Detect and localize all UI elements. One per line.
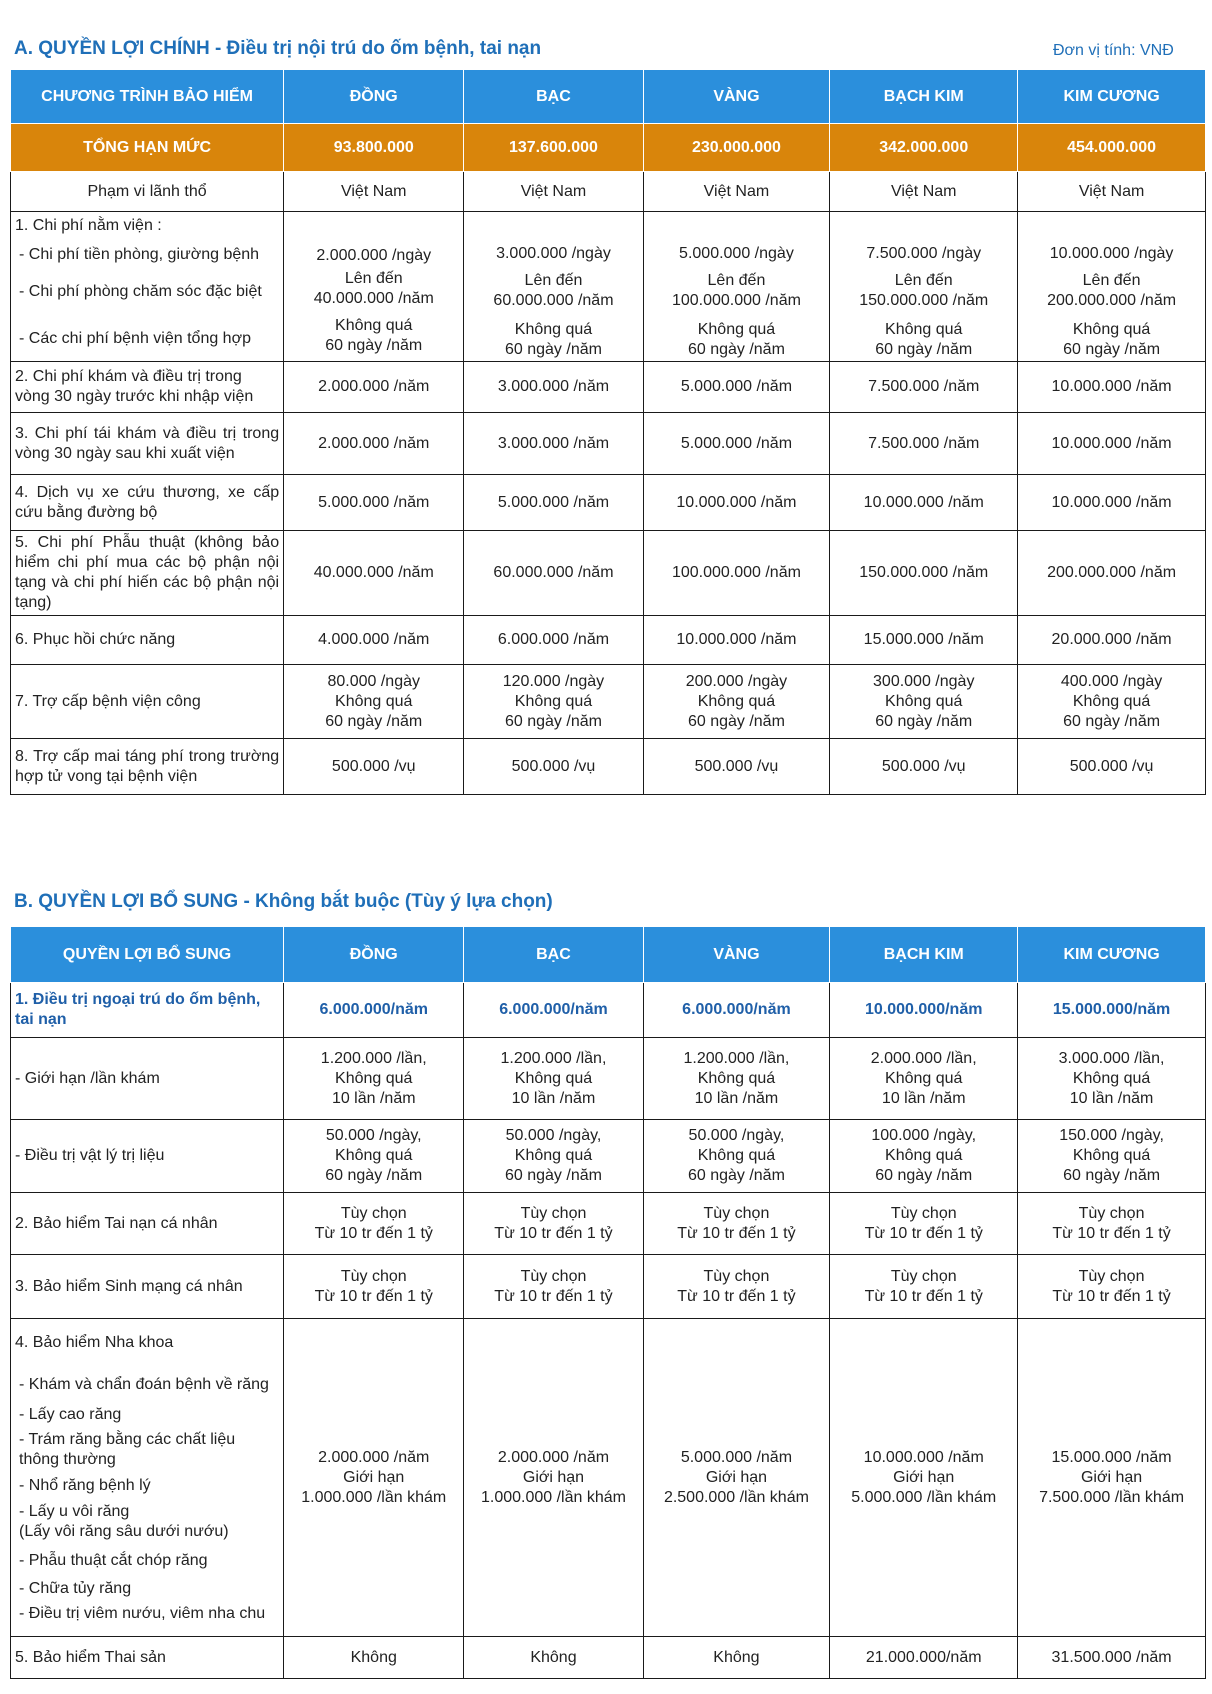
table-row bbox=[11, 739, 1206, 795]
table-cell: 5.000.000 /năm bbox=[464, 475, 643, 531]
row-label: 4. Dịch vụ xe cứu thương, xe cấp cứu bằng đường bộ bbox=[11, 475, 284, 531]
table-cell: Không bbox=[284, 1637, 464, 1679]
table-cell: 50.000 /ngày, Không quá 60 ngày /năm bbox=[464, 1120, 643, 1193]
total-limit-value: 93.800.000 bbox=[284, 124, 464, 172]
table-cell: 1.200.000 /lần, Không quá 10 lần /năm bbox=[284, 1038, 464, 1120]
table-cell: 100.000.000 /năm bbox=[643, 531, 830, 616]
total-limit-row bbox=[11, 124, 1206, 172]
table-cell: 300.000 /ngày Không quá 60 ngày /năm bbox=[830, 665, 1018, 739]
table-cell: 500.000 /vụ bbox=[464, 739, 643, 795]
sub-item: - Chi phí tiền phòng, giường bệnh bbox=[19, 246, 260, 263]
table-cell: 2.000.000 /lần, Không quá 10 lần /năm bbox=[830, 1038, 1018, 1120]
sub-item: - Lấy u vôi răng (Lấy vôi răng sâu dưới nướu) bbox=[19, 1503, 229, 1540]
table-cell: 120.000 /ngày Không quá 60 ngày /năm bbox=[464, 665, 643, 739]
table-cell: 10.000.000 /năm bbox=[643, 616, 830, 665]
table-row bbox=[11, 475, 1206, 531]
table-cell: Việt Nam bbox=[464, 172, 643, 212]
sub-item: - Chi phí phòng chăm sóc đặc biệt bbox=[19, 283, 262, 300]
header-bac: BẠC bbox=[464, 70, 643, 124]
sub-item: - Phẫu thuật cắt chóp răng bbox=[19, 1552, 208, 1569]
header-benefit: QUYỀN LỢI BỔ SUNG bbox=[11, 927, 284, 983]
cell-line: Lên đến 200.000.000 /năm bbox=[1047, 272, 1177, 309]
table-cell: 5.000.000 /năm bbox=[284, 475, 464, 531]
header-dong: ĐỒNG bbox=[284, 927, 464, 983]
cell-line: Không quá 60 ngày /năm bbox=[1063, 321, 1161, 358]
row-label: 3. Chi phí tái khám và điều trị trong vòng 30 ngày sau khi xuất viện bbox=[11, 413, 284, 475]
table-row bbox=[11, 1637, 1206, 1679]
sub-item: - Chữa tủy răng bbox=[19, 1580, 132, 1597]
row-label: 5. Chi phí Phẫu thuật (không bảo hiểm chi phí mua các bộ phận nội tạng và chi phí hiến các bộ phận nội tạng) bbox=[11, 531, 284, 616]
table-cell: 2.000.000 /năm Giới hạn 1.000.000 /lần khám bbox=[284, 1319, 464, 1637]
cell-line: Lên đến 100.000.000 /năm bbox=[671, 272, 801, 309]
table-cell bbox=[464, 212, 643, 362]
table-row bbox=[11, 665, 1206, 739]
row-label: 2. Chi phí khám và điều trị trong vòng 30 ngày trước khi nhập viện bbox=[11, 362, 284, 413]
territory-row bbox=[11, 172, 1206, 212]
table-cell: 31.500.000 /năm bbox=[1018, 1637, 1206, 1679]
table-cell: 5.000.000 /năm bbox=[643, 362, 830, 413]
table-cell: 50.000 /ngày, Không quá 60 ngày /năm bbox=[284, 1120, 464, 1193]
sub-item: - Nhổ răng bệnh lý bbox=[19, 1477, 151, 1494]
row-label: 8. Trợ cấp mai táng phí trong trường hợp tử vong tại bệnh viện bbox=[11, 739, 284, 795]
row-label: 3. Bảo hiểm Sinh mạng cá nhân bbox=[11, 1255, 284, 1319]
total-limit-value: 342.000.000 bbox=[830, 124, 1018, 172]
table-cell bbox=[1018, 212, 1206, 362]
header-bach-kim: BẠCH KIM bbox=[830, 70, 1018, 124]
cell-line: Lên đến 40.000.000 /năm bbox=[313, 270, 434, 307]
table-cell: Tùy chọn Từ 10 tr đến 1 tỷ bbox=[1018, 1255, 1206, 1319]
table-cell: Việt Nam bbox=[830, 172, 1018, 212]
table-cell: 500.000 /vụ bbox=[830, 739, 1018, 795]
header-row bbox=[11, 927, 1206, 983]
table-row bbox=[11, 1193, 1206, 1255]
table-row bbox=[11, 1120, 1206, 1193]
total-limit-value: 454.000.000 bbox=[1018, 124, 1206, 172]
row-title: 4. Bảo hiểm Nha khoa bbox=[15, 1334, 174, 1351]
row-label bbox=[11, 1319, 284, 1637]
header-bach-kim: BẠCH KIM bbox=[830, 927, 1018, 983]
table-cell: 80.000 /ngày Không quá 60 ngày /năm bbox=[284, 665, 464, 739]
cell-line: 2.000.000 /ngày bbox=[316, 247, 432, 264]
supplementary-benefits-table bbox=[10, 926, 1206, 1679]
table-row bbox=[11, 413, 1206, 475]
row-label bbox=[11, 212, 284, 362]
table-cell: 6.000.000 /năm bbox=[464, 616, 643, 665]
table-cell: 5.000.000 /năm bbox=[643, 413, 830, 475]
table-cell: 15.000.000 /năm Giới hạn 7.500.000 /lần khám bbox=[1018, 1319, 1206, 1637]
table-cell: 3.000.000 /lần, Không quá 10 lần /năm bbox=[1018, 1038, 1206, 1120]
cell-line: 7.500.000 /ngày bbox=[866, 245, 982, 262]
header-bac: BẠC bbox=[464, 927, 643, 983]
table-cell: 200.000.000 /năm bbox=[1018, 531, 1206, 616]
table-cell: 400.000 /ngày Không quá 60 ngày /năm bbox=[1018, 665, 1206, 739]
table-cell: 150.000 /ngày, Không quá 60 ngày /năm bbox=[1018, 1120, 1206, 1193]
table-cell: 21.000.000/năm bbox=[830, 1637, 1018, 1679]
table-cell: 500.000 /vụ bbox=[643, 739, 830, 795]
cell-line: 5.000.000 /ngày bbox=[679, 245, 794, 262]
table-cell: 3.000.000 /năm bbox=[464, 362, 643, 413]
table-cell: 10.000.000/năm bbox=[830, 983, 1018, 1038]
row-title: 1. Chi phí nằm viện : bbox=[15, 217, 162, 234]
table-cell: Việt Nam bbox=[643, 172, 830, 212]
table-cell: Tùy chọn Từ 10 tr đến 1 tỷ bbox=[1018, 1193, 1206, 1255]
table-cell: 2.000.000 /năm Giới hạn 1.000.000 /lần khám bbox=[464, 1319, 643, 1637]
table-cell: 4.000.000 /năm bbox=[284, 616, 464, 665]
table-cell: 2.000.000 /năm bbox=[284, 362, 464, 413]
table-cell: Tùy chọn Từ 10 tr đến 1 tỷ bbox=[284, 1193, 464, 1255]
table-cell: Tùy chọn Từ 10 tr đến 1 tỷ bbox=[464, 1255, 643, 1319]
table-row bbox=[11, 212, 1206, 362]
table-cell: 5.000.000 /năm Giới hạn 2.500.000 /lần khám bbox=[643, 1319, 830, 1637]
table-row bbox=[11, 362, 1206, 413]
table-cell: Không bbox=[464, 1637, 643, 1679]
table-cell: Tùy chọn Từ 10 tr đến 1 tỷ bbox=[643, 1193, 830, 1255]
table-cell: 15.000.000 /năm bbox=[830, 616, 1018, 665]
table-cell: 200.000 /ngày Không quá 60 ngày /năm bbox=[643, 665, 830, 739]
table-row bbox=[11, 1255, 1206, 1319]
main-benefits-table bbox=[10, 69, 1206, 795]
table-cell bbox=[643, 212, 830, 362]
table-cell: Tùy chọn Từ 10 tr đến 1 tỷ bbox=[643, 1255, 830, 1319]
table-cell: 1.200.000 /lần, Không quá 10 lần /năm bbox=[464, 1038, 643, 1120]
total-limit-label: TỔNG HẠN MỨC bbox=[11, 124, 284, 172]
header-row bbox=[11, 70, 1206, 124]
cell-line: Lên đến 60.000.000 /năm bbox=[493, 272, 614, 309]
table-cell: 500.000 /vụ bbox=[1018, 739, 1206, 795]
cell-line: Không quá 60 ngày /năm bbox=[325, 317, 423, 354]
unit-label: Đơn vị tính: VNĐ bbox=[1053, 42, 1174, 59]
cell-line: Lên đến 150.000.000 /năm bbox=[859, 272, 989, 309]
table-cell: 7.500.000 /năm bbox=[830, 362, 1018, 413]
table-row bbox=[11, 531, 1206, 616]
cell-line: Không quá 60 ngày /năm bbox=[875, 321, 973, 358]
sub-item: - Khám và chẩn đoán bệnh về răng bbox=[19, 1376, 269, 1393]
cell-line: Không quá 60 ngày /năm bbox=[504, 321, 602, 358]
table-cell: 6.000.000/năm bbox=[643, 983, 830, 1038]
table-row bbox=[11, 1038, 1206, 1120]
header-kim-cuong: KIM CƯƠNG bbox=[1018, 70, 1206, 124]
row-label: 1. Điều trị ngoại trú do ốm bệnh, tai nạn bbox=[11, 983, 284, 1038]
table-cell: 1.200.000 /lần, Không quá 10 lần /năm bbox=[643, 1038, 830, 1120]
table-cell: 15.000.000/năm bbox=[1018, 983, 1206, 1038]
table-cell: Việt Nam bbox=[1018, 172, 1206, 212]
sub-item: - Các chi phí bệnh viện tổng hợp bbox=[19, 330, 251, 347]
table-cell: 500.000 /vụ bbox=[284, 739, 464, 795]
table-cell: Việt Nam bbox=[284, 172, 464, 212]
table-cell: 60.000.000 /năm bbox=[464, 531, 643, 616]
table-cell: 10.000.000 /năm bbox=[1018, 413, 1206, 475]
table-cell: Tùy chọn Từ 10 tr đến 1 tỷ bbox=[464, 1193, 643, 1255]
row-label: - Giới hạn /lần khám bbox=[11, 1038, 284, 1120]
table-cell: 40.000.000 /năm bbox=[284, 531, 464, 616]
table-cell: 10.000.000 /năm bbox=[1018, 475, 1206, 531]
table-cell: 50.000 /ngày, Không quá 60 ngày /năm bbox=[643, 1120, 830, 1193]
row-label: 6. Phục hồi chức năng bbox=[11, 616, 284, 665]
table-cell: 7.500.000 /năm bbox=[830, 413, 1018, 475]
row-label: 7. Trợ cấp bệnh viện công bbox=[11, 665, 284, 739]
table-cell: 100.000 /ngày, Không quá 60 ngày /năm bbox=[830, 1120, 1018, 1193]
table-cell: 10.000.000 /năm bbox=[643, 475, 830, 531]
table-cell: 10.000.000 /năm bbox=[1018, 362, 1206, 413]
sub-item: - Điều trị viêm nướu, viêm nha chu bbox=[19, 1605, 266, 1622]
table-cell bbox=[830, 212, 1018, 362]
table-row bbox=[11, 983, 1206, 1038]
territory-label: Phạm vi lãnh thổ bbox=[11, 172, 284, 212]
table-cell: Tùy chọn Từ 10 tr đến 1 tỷ bbox=[284, 1255, 464, 1319]
total-limit-value: 137.600.000 bbox=[464, 124, 643, 172]
total-limit-value: 230.000.000 bbox=[643, 124, 830, 172]
cell-line: Không quá 60 ngày /năm bbox=[687, 321, 785, 358]
table-cell: 6.000.000/năm bbox=[464, 983, 643, 1038]
section-b-title: B. QUYỀN LỢI BỔ SUNG - Không bắt buộc (Tùy ý lựa chọn) bbox=[14, 891, 553, 912]
table-cell: Tùy chọn Từ 10 tr đến 1 tỷ bbox=[830, 1255, 1018, 1319]
cell-line: 10.000.000 /ngày bbox=[1049, 245, 1174, 262]
row-label: 5. Bảo hiểm Thai sản bbox=[11, 1637, 284, 1679]
cell-line: 3.000.000 /ngày bbox=[496, 245, 611, 262]
table-cell: 150.000.000 /năm bbox=[830, 531, 1018, 616]
table-cell: 10.000.000 /năm bbox=[830, 475, 1018, 531]
row-label: - Điều trị vật lý trị liệu bbox=[11, 1120, 284, 1193]
table-cell: 2.000.000 /năm bbox=[284, 413, 464, 475]
header-vang: VÀNG bbox=[643, 70, 830, 124]
table-cell bbox=[284, 212, 464, 362]
header-dong: ĐỒNG bbox=[284, 70, 464, 124]
sub-item: - Trám răng bằng các chất liệu thông thường bbox=[19, 1431, 236, 1468]
table-cell: Không bbox=[643, 1637, 830, 1679]
table-cell: 20.000.000 /năm bbox=[1018, 616, 1206, 665]
section-a-title: A. QUYỀN LỢI CHÍNH - Điều trị nội trú do ốm bệnh, tai nạn bbox=[14, 38, 542, 59]
table-cell: 6.000.000/năm bbox=[284, 983, 464, 1038]
sub-item: - Lấy cao răng bbox=[19, 1406, 122, 1423]
table-row bbox=[11, 1319, 1206, 1637]
table-cell: 10.000.000 /năm Giới hạn 5.000.000 /lần khám bbox=[830, 1319, 1018, 1637]
table-cell: Tùy chọn Từ 10 tr đến 1 tỷ bbox=[830, 1193, 1018, 1255]
header-vang: VÀNG bbox=[643, 927, 830, 983]
header-program: CHƯƠNG TRÌNH BẢO HIỂM bbox=[11, 70, 284, 124]
header-kim-cuong: KIM CƯƠNG bbox=[1018, 927, 1206, 983]
table-cell: 3.000.000 /năm bbox=[464, 413, 643, 475]
row-label: 2. Bảo hiểm Tai nạn cá nhân bbox=[11, 1193, 284, 1255]
table-row bbox=[11, 616, 1206, 665]
